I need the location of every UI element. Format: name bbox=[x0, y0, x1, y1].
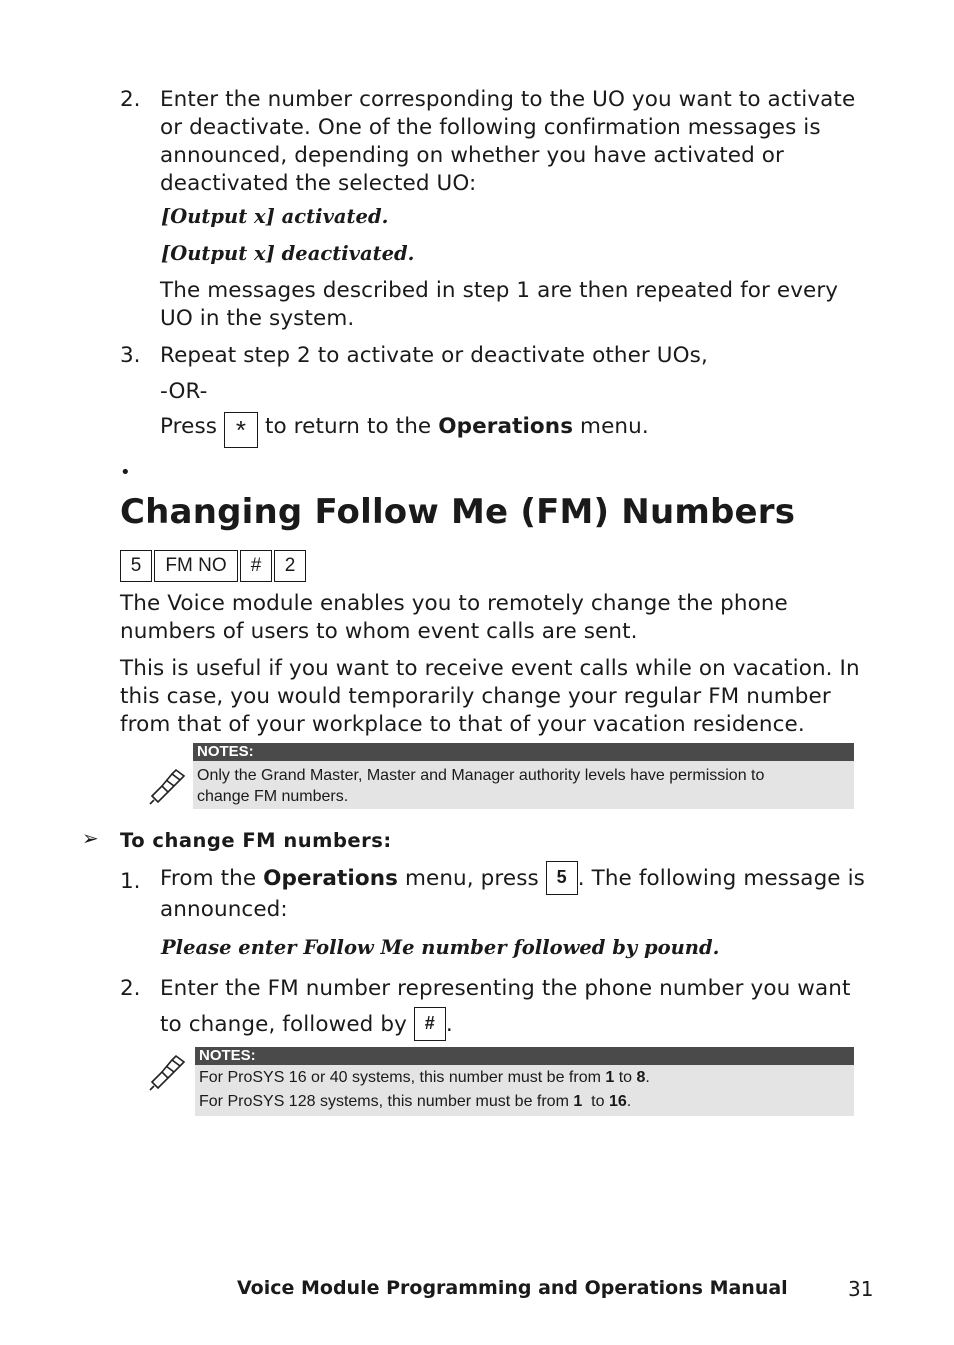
message-deactivated: [Output x] deactivated. bbox=[161, 242, 415, 265]
text-line: numbers of users to whom event calls are sent. bbox=[120, 619, 638, 644]
text-fragment: For ProSYS 16 or 40 systems, this number must be from bbox=[199, 1069, 606, 1086]
step-2-text bbox=[160, 86, 880, 198]
note-icon bbox=[146, 1052, 186, 1092]
notes-body bbox=[195, 1065, 854, 1116]
note-icon bbox=[146, 766, 186, 806]
text-fragment: to change, followed by bbox=[160, 1012, 407, 1037]
pound-key-icon: # bbox=[414, 1007, 446, 1041]
text-line: The Voice module enables you to remotely change the phone bbox=[120, 591, 788, 616]
step-2-followup bbox=[160, 277, 880, 333]
note-line: change FM numbers. bbox=[197, 788, 349, 805]
intro-paragraph bbox=[120, 590, 880, 646]
text-fragment: For ProSYS 128 systems, this number must be from bbox=[199, 1093, 574, 1110]
star-key-icon: * bbox=[224, 412, 258, 448]
notes-box bbox=[193, 743, 854, 809]
text-fragment: . bbox=[645, 1069, 650, 1086]
text-fragment: menu, press bbox=[404, 866, 539, 891]
arrow-icon: ➢ bbox=[82, 826, 99, 850]
key-5-icon: 5 bbox=[546, 861, 578, 895]
text-line: announced, depending on whether you have activated or bbox=[160, 143, 784, 168]
step-number: 2. bbox=[120, 976, 141, 1001]
text-fragment: . bbox=[626, 1093, 632, 1110]
step-number: 2. bbox=[120, 87, 141, 112]
note-line bbox=[199, 1090, 848, 1114]
key-pound: # bbox=[240, 550, 272, 582]
text-line: or deactivate. One of the following confirmation messages is bbox=[160, 115, 821, 140]
key-5: 5 bbox=[120, 550, 152, 582]
text-fragment: . The following message is bbox=[577, 866, 865, 891]
proc-step-2-line2 bbox=[160, 1007, 453, 1041]
notes-header: NOTES: bbox=[195, 1047, 854, 1065]
footer-title: Voice Module Programming and Operations Manual bbox=[237, 1277, 788, 1299]
proc-step-1-line1 bbox=[160, 861, 865, 895]
operations-keyword: Operations bbox=[263, 866, 399, 891]
notes-box bbox=[195, 1047, 854, 1116]
press-return-line bbox=[160, 412, 649, 448]
text-line: The messages described in step 1 are then repeated for every bbox=[160, 278, 839, 303]
text-fragment: 1 bbox=[605, 1069, 615, 1086]
note-line bbox=[199, 1066, 848, 1090]
section-title: Changing Follow Me (FM) Numbers bbox=[120, 492, 796, 532]
step-number: 3. bbox=[120, 343, 141, 368]
press-label: Press bbox=[160, 414, 218, 439]
key-2: 2 bbox=[274, 550, 306, 582]
proc-step-1-line2: announced: bbox=[160, 897, 288, 922]
text-line: from that of your workplace to that of your vacation residence. bbox=[120, 712, 805, 737]
key-fm-no: FM NO bbox=[154, 550, 238, 582]
or-separator: -OR- bbox=[160, 379, 208, 404]
text-fragment: 16 bbox=[608, 1093, 627, 1110]
notes-body bbox=[193, 761, 854, 809]
step-number: 1. bbox=[120, 869, 141, 894]
text-line: deactivated the selected UO: bbox=[160, 171, 477, 196]
text-fragment: 8 bbox=[636, 1069, 646, 1086]
note-line: Only the Grand Master, Master and Manager authority levels have permission to bbox=[197, 767, 765, 784]
prompt-message: Please enter Follow Me number followed by pound. bbox=[161, 936, 720, 959]
text-line: UO in the system. bbox=[160, 306, 355, 331]
step-3-text: Repeat step 2 to activate or deactivate other UOs, bbox=[160, 343, 708, 368]
bullet: • bbox=[120, 462, 131, 483]
usage-paragraph bbox=[120, 655, 890, 739]
operations-keyword: Operations bbox=[438, 414, 574, 439]
text-fragment: . bbox=[445, 1012, 453, 1037]
proc-step-2-line1: Enter the FM number representing the phone number you want bbox=[160, 976, 851, 1001]
procedure-title: To change FM numbers: bbox=[120, 829, 392, 852]
text-line: Enter the number corresponding to the UO you want to activate bbox=[160, 87, 856, 112]
text-fragment: From the bbox=[160, 866, 257, 891]
text-line: This is useful if you want to receive event calls while on vacation. In bbox=[120, 656, 860, 681]
return-pre: to return to the bbox=[264, 414, 432, 439]
page-number: 31 bbox=[848, 1277, 874, 1301]
text-fragment: to bbox=[614, 1069, 637, 1086]
notes-header: NOTES: bbox=[193, 743, 854, 761]
text-fragment: 1 bbox=[573, 1093, 583, 1110]
text-fragment: to bbox=[582, 1093, 609, 1110]
message-activated: [Output x] activated. bbox=[161, 205, 389, 228]
return-post: menu. bbox=[580, 414, 649, 439]
text-line: this case, you would temporarily change your regular FM number bbox=[120, 684, 831, 709]
key-sequence bbox=[120, 550, 306, 582]
